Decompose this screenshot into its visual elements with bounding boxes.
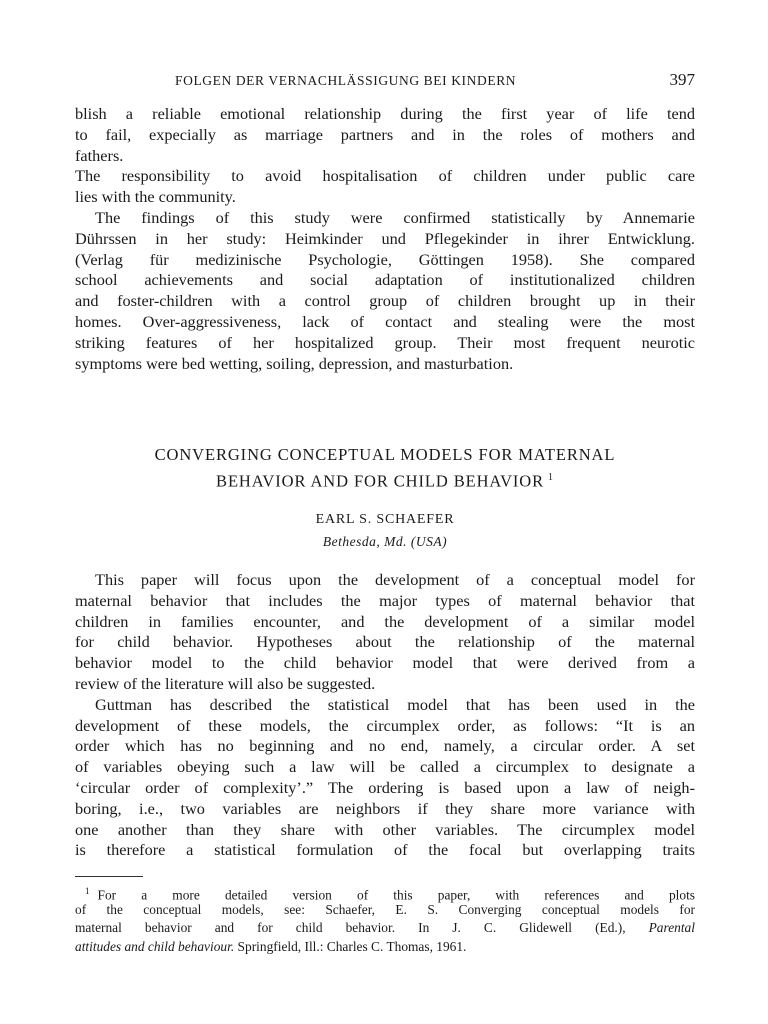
text-line: school achievements and social adaptation of institutionalized children [75, 270, 695, 290]
text-line: and foster-children with a control group of children brought up in their [75, 291, 695, 311]
text-line: symptoms were bed wetting, soiling, depression, and masturbation. [75, 353, 514, 373]
text-line: maternal behavior that includes the major types of maternal behavior that [75, 590, 695, 610]
running-header [75, 70, 695, 92]
text-line: boring, i.e., two variables are neighbors if they share more variance with [75, 798, 695, 818]
page-number: 397 [669, 70, 695, 89]
footnote-text: maternal behavior and for child behavior. In J. C. Glidewell (Ed.), [75, 920, 626, 935]
text-line: behavior model to the child behavior model that were derived from a [75, 653, 695, 673]
footnote-reference[interactable]: 1 [548, 472, 554, 483]
running-title: FOLGEN DER VERNACHLÄSSIGUNG BEI KINDERN [175, 73, 517, 88]
footnote [75, 882, 695, 956]
footnote-line [75, 938, 695, 957]
text-line: Dührssen in her study: Heimkinder und Pflegekinder in ihrer Entwicklung. [75, 228, 695, 248]
footnote-text: For a more detailed version of this paper, with references and plots [97, 887, 695, 903]
text-line: Guttman has described the statistical model that has been used in the [95, 694, 695, 714]
text-line: one another than they share with other variables. The circumplex model [75, 819, 695, 839]
text-line: The findings of this study were confirmed statistically by Annemarie [95, 207, 695, 227]
article-title-line: CONVERGING CONCEPTUAL MODELS FOR MATERNAL [154, 445, 616, 464]
text-line: review of the literature will also be suggested. [75, 673, 376, 693]
text-line: blish a reliable emotional relationship during the first year of life tend [75, 104, 695, 123]
text-line: striking features of her hospitalized group. Their most frequent neurotic [75, 332, 695, 352]
text-line: (Verlag für medizinische Psychologie, Göttingen 1958). She compared [75, 249, 695, 269]
previous-article-text [75, 104, 695, 374]
text-line: of variables obeying such a law will be called a circumplex to designate a [75, 757, 695, 777]
text-line: for child behavior. Hypotheses about the relationship of the maternal [75, 632, 695, 652]
footnote-divider [75, 876, 143, 877]
text-line: ‘circular order of complexity’.” The ordering is based upon a law of neigh- [75, 777, 695, 797]
footnote-book-title: Parental [648, 920, 695, 935]
article-title [75, 443, 695, 493]
text-line: lies with the community. [75, 187, 236, 207]
text-line: homes. Over-aggressiveness, lack of contact and stealing were the most [75, 311, 695, 331]
text-line: is therefore a statistical formulation of the focal but overlapping traits [75, 840, 695, 860]
text-line: fathers. [75, 145, 124, 165]
text-line: The responsibility to avoid hospitalisation of children under public care [75, 166, 695, 186]
text-line: order which has no beginning and no end, namely, a circular order. A set [75, 736, 695, 756]
footnote-text: Springfield, Ill.: Charles C. Thomas, 1961. [237, 938, 467, 954]
article-body [75, 570, 695, 861]
footnote-line: of the conceptual models, see: Schaefer, E. S. Converging conceptual models for [75, 901, 695, 917]
text-line: This paper will focus upon the development of a conceptual model for [95, 570, 695, 589]
author-name: EARL S. SCHAEFER [315, 512, 455, 527]
footnote-line [75, 919, 695, 938]
text-line: children in families encounter, and the development of a similar model [75, 611, 695, 631]
author-affiliation: Bethesda, Md. (USA) [322, 534, 448, 549]
article-title-line: BEHAVIOR AND FOR CHILD BEHAVIOR [216, 471, 545, 491]
text-line: development of these models, the circumplex order, as follows: “It is an [75, 715, 695, 735]
footnote-line [75, 882, 695, 901]
footnote-mark: 1 [85, 886, 90, 896]
text-line: to fail, expecially as marriage partners and in the roles of mothers and [75, 124, 695, 144]
footnote-book-title: attitudes and child behaviour. [75, 938, 235, 954]
article-title-line-2 [75, 466, 695, 493]
